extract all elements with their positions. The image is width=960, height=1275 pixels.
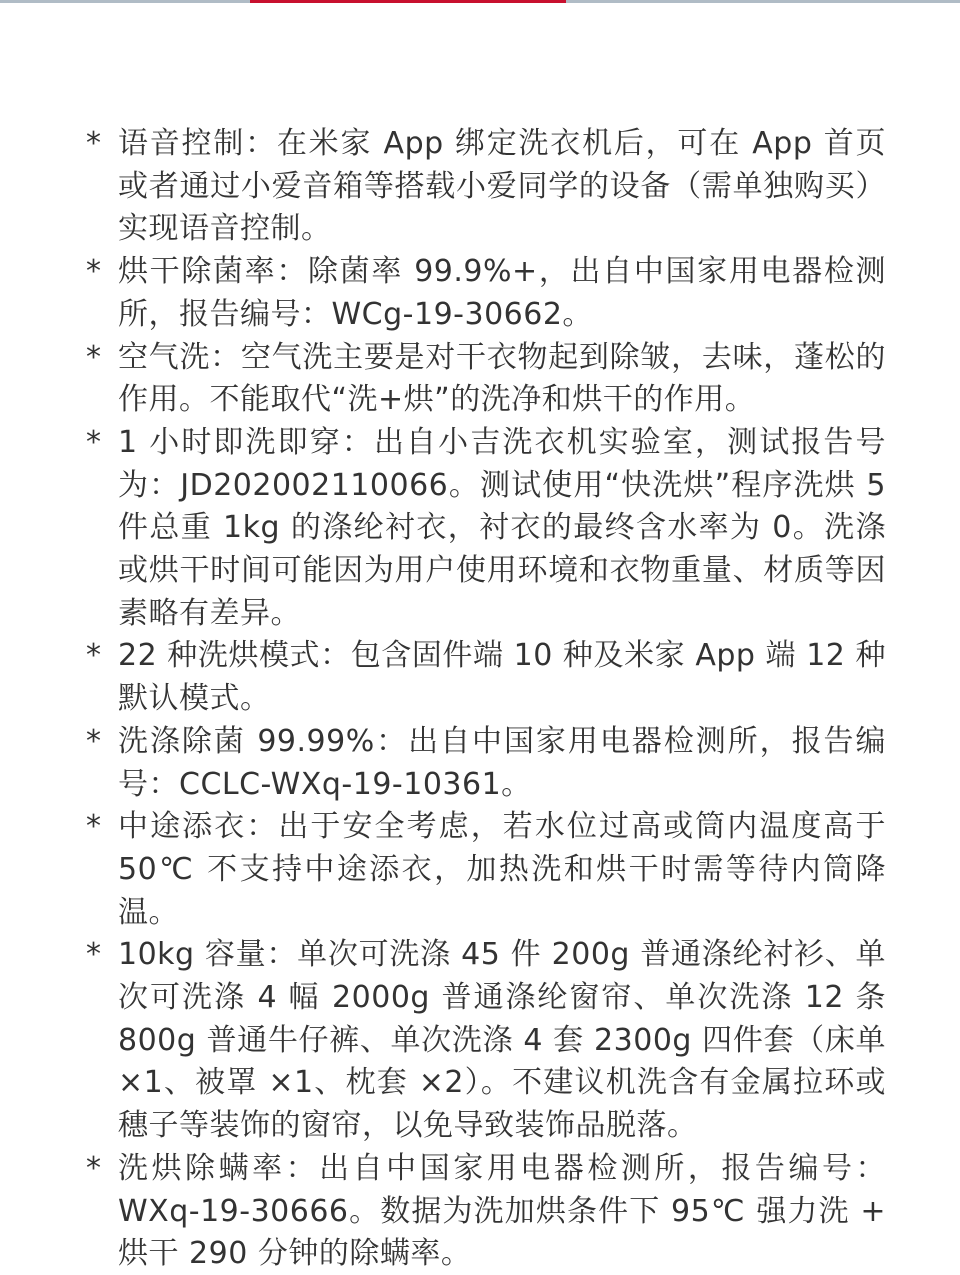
footnote-one-hour-wash — [86, 422, 886, 636]
footnote-mite-removal — [86, 1148, 886, 1275]
footnote-text: 洗涤除菌 99.99%：出自中国家用电器检测所，报告编号：CCLC-WXq-19-10361。 — [118, 723, 886, 802]
asterisk-icon: * — [86, 809, 102, 845]
footnote-text: 烘干除菌率：除菌率 99.9%+，出自中国家用电器检测所，报告编号：WCg-19-30662。 — [118, 254, 886, 332]
asterisk-icon: * — [86, 638, 102, 674]
footnote-capacity — [86, 934, 886, 1148]
asterisk-icon: * — [86, 339, 102, 375]
footnote-text: 空气洗：空气洗主要是对干衣物起到除皱，去味，蓬松的作用。不能取代“洗+烘”的洗净和烘干的作用。 — [118, 339, 886, 418]
footnote-text: 1 小时即洗即穿：出自小吉洗衣机实验室，测试报告号为：JD202002110066。测试使用“快洗烘”程序洗烘 5 件总重 1kg 的涤纶衬衣，衬衣的最终含水率为 0。洗涤或烘干时间可能因为用户使用环境和衣物重量、材质等因素略有差异。 — [118, 424, 886, 631]
asterisk-icon: * — [86, 937, 102, 973]
footnote-text: 洗烘除螨率：出自中国家用电器检测所，报告编号：WXq-19-30666。数据为洗加烘条件下 95℃ 强力洗 + 烘干 290 分钟的除螨率。 — [118, 1150, 886, 1272]
asterisk-icon: * — [86, 424, 102, 460]
footnote-add-clothes — [86, 806, 886, 934]
footnote-text: 10kg 容量：单次可洗涤 45 件 200g 普通涤纶衬衫、单次可洗涤 4 幅 2000g 普通涤纶窗帘、单次洗涤 12 条 800g 普通牛仔裤、单次洗涤 4 套 2300g 四件套（床单 ×1、被罩 ×1、枕套 ×2）。不建议机洗含有金属拉环或穗子等装饰的窗帘，以免导致装饰品脱落。 — [118, 937, 886, 1144]
footnote-list — [86, 123, 886, 1275]
top-accent-strip — [250, 0, 566, 3]
footnote-drying-sterilization — [86, 251, 886, 336]
footnote-text: 22 种洗烘模式：包含固件端 10 种及米家 App 端 12 种默认模式。 — [118, 638, 886, 717]
asterisk-icon: * — [86, 1150, 102, 1186]
footnote-voice-control — [86, 123, 886, 251]
footnote-wash-modes — [86, 635, 886, 720]
footnote-air-wash — [86, 337, 886, 422]
footnote-text: 中途添衣：出于安全考虑，若水位过高或筒内温度高于 50℃ 不支持中途添衣，加热洗和烘干时需等待内筒降温。 — [118, 809, 886, 930]
footnote-wash-sterilization — [86, 721, 886, 806]
asterisk-icon: * — [86, 126, 102, 161]
asterisk-icon: * — [86, 723, 102, 759]
footnote-text: 语音控制：在米家 App 绑定洗衣机后，可在 App 首页或者通过小爱音箱等搭载小爱同学的设备（需单独购买）实现语音控制。 — [118, 126, 886, 247]
asterisk-icon: * — [86, 254, 102, 290]
